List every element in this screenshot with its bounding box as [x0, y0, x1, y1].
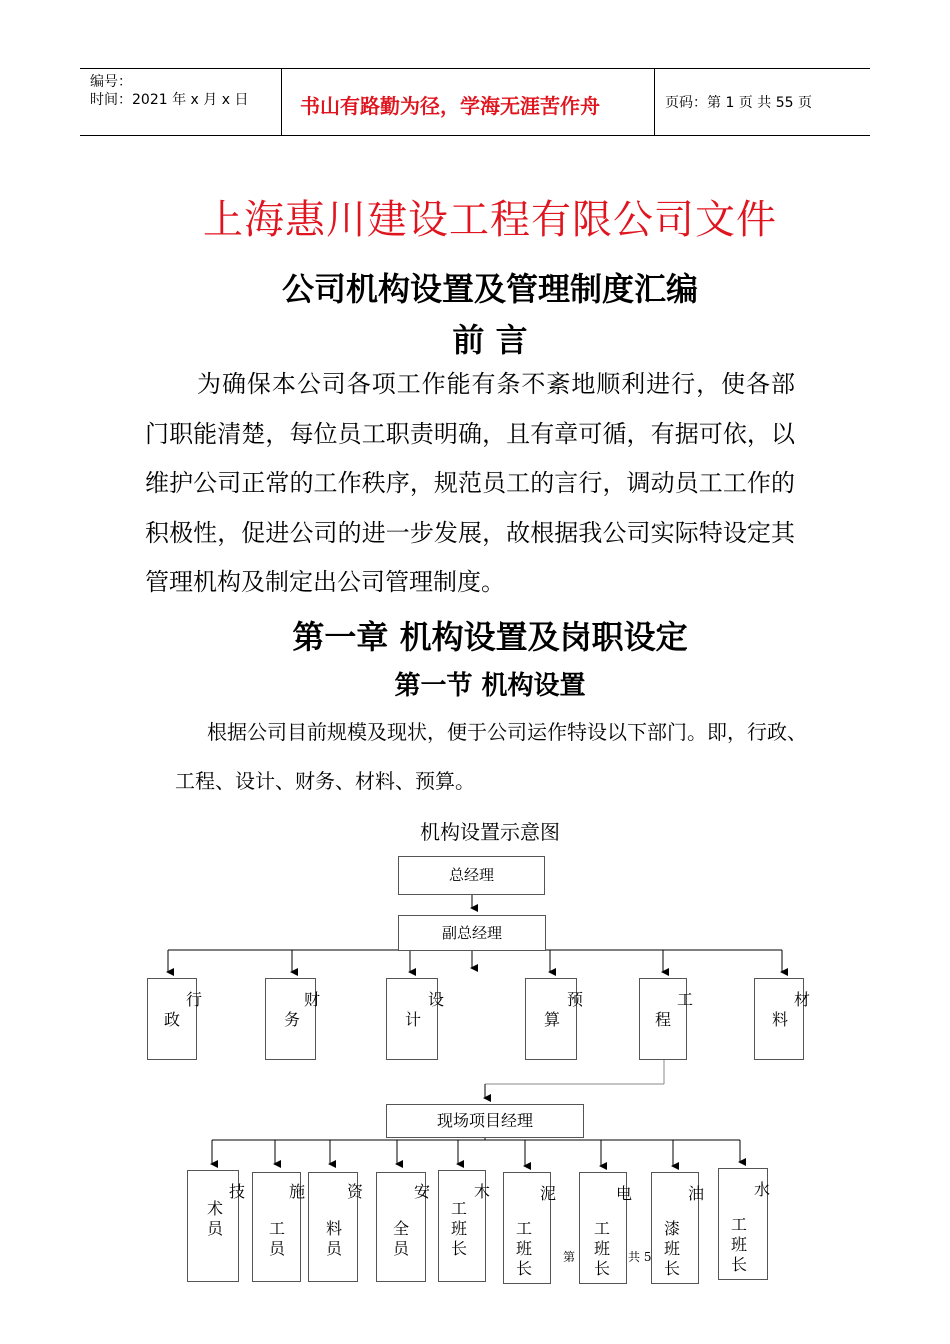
team-chars: 工 员: [269, 1219, 286, 1258]
preface-title: 前 言: [452, 321, 528, 359]
org-box-department-engineering: [639, 978, 694, 1060]
chapter-title: 第一章 机构设置及岗职设定: [292, 618, 688, 656]
org-box-general-manager: 总经理: [398, 856, 545, 895]
org-box-department-admin: [147, 978, 203, 1060]
dept-char: 计: [405, 1010, 422, 1029]
dept-char: 政: [164, 1010, 181, 1029]
dept-char: 设: [428, 990, 445, 1009]
section-text: 根据公司目前规模及现状，便于公司运作特设以下部门。即，行政、工程、设计、财务、材料、预算。: [175, 720, 807, 793]
org-box-team-construction: [252, 1172, 306, 1282]
document-time-label: 时间：2021 年 x 月 x 日: [90, 92, 249, 108]
team-chars: 漆 班 长: [664, 1219, 681, 1278]
team-char: 施: [289, 1182, 306, 1201]
team-char: 木: [474, 1182, 491, 1201]
team-char: 资: [347, 1182, 364, 1201]
section-title: 第一节 机构设置: [394, 671, 586, 701]
team-char: 安: [414, 1182, 431, 1201]
team-char: 技: [229, 1182, 246, 1201]
team-chars: 全 员: [393, 1219, 410, 1258]
org-box-site-project-manager: 现场项目经理: [386, 1104, 584, 1138]
dept-char: 务: [284, 1010, 301, 1029]
team-chars: 料 员: [326, 1219, 343, 1258]
team-chars: 术 员: [207, 1199, 224, 1238]
team-char: 泥: [540, 1184, 557, 1203]
footer-page-right: 共 5: [628, 1250, 652, 1264]
dept-char: 工: [677, 990, 694, 1009]
org-box-department-budget: [525, 978, 584, 1060]
dept-char: 行: [186, 990, 203, 1009]
dept-char: 算: [544, 1010, 561, 1029]
team-chars: 工 班 长: [731, 1215, 748, 1274]
diagram-title: 机构设置示意图: [420, 820, 560, 844]
document-title: 公司机构设置及管理制度汇编: [281, 270, 698, 308]
org-box-team-technician: [187, 1170, 246, 1282]
dept-char: 程: [655, 1010, 672, 1029]
org-box-team-masonry: [503, 1172, 557, 1284]
org-box-department-design: [386, 978, 445, 1060]
org-box-department-materials: [754, 978, 811, 1060]
team-char: 电: [616, 1184, 633, 1203]
header-motto: 书山有路勤为径，学海无涯苦作舟: [300, 94, 600, 118]
team-chars: 工 班 长: [451, 1199, 468, 1258]
org-box-team-safety: [376, 1172, 431, 1282]
dept-char: 料: [772, 1010, 789, 1029]
team-char: 油: [688, 1184, 705, 1203]
dept-char: 财: [304, 990, 321, 1009]
org-box-department-finance: [265, 978, 321, 1060]
org-box-deputy-manager: 副总经理: [398, 915, 546, 951]
dept-char: 材: [794, 990, 811, 1009]
company-name: 上海惠川建设工程有限公司文件: [203, 197, 777, 243]
org-box-team-plumbing: [718, 1168, 771, 1280]
org-box-team-carpentry: [438, 1170, 491, 1282]
page-info: 页码：第 1 页 共 55 页: [665, 95, 812, 111]
dept-char: 预: [567, 990, 584, 1009]
team-chars: 工 班 长: [516, 1219, 533, 1278]
document-number-label: 编号：: [90, 74, 132, 90]
org-box-team-documentation: [308, 1172, 364, 1282]
org-box-team-painting: [651, 1172, 705, 1284]
team-chars: 工 班 长: [594, 1219, 611, 1278]
team-char: 水: [754, 1180, 771, 1199]
org-box-team-electrical: [579, 1172, 633, 1284]
footer-page-left: 第: [563, 1250, 576, 1264]
preface-text: 为确保本公司各项工作能有条不紊地顺利进行，使各部门职能清楚，每位员工职责明确，且有章可循，有据可依，以维护公司正常的工作秩序，规范员工的言行，调动员工工作的积极性，促进公司的进一步发展，故根据我公司实际特设定其管理机构及制定出公司管理制度。: [145, 370, 795, 596]
